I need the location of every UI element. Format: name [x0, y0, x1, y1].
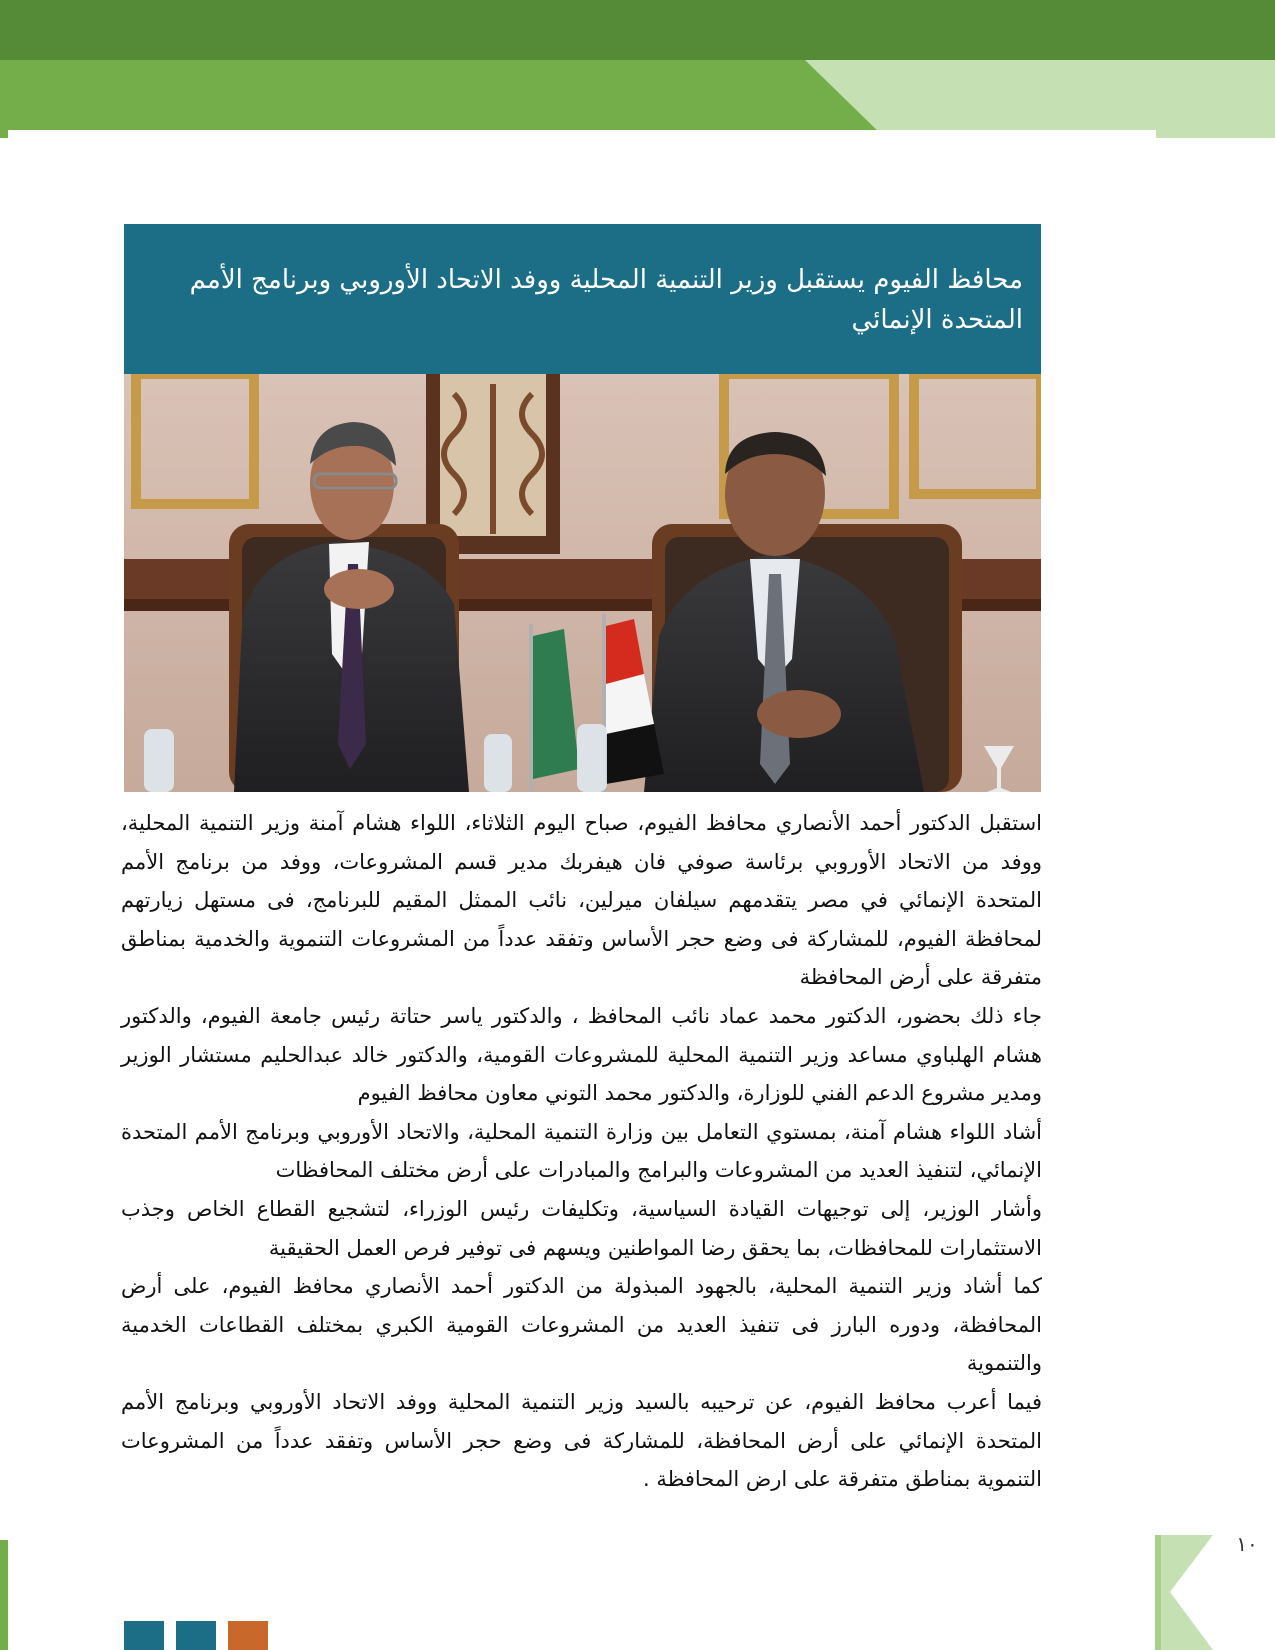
- article-body: [121, 804, 1042, 1499]
- article-paragraph: استقبل الدكتور أحمد الأنصاري محافظ الفيوم، صباح اليوم الثلاثاء، اللواء هشام آمنة وزير التنمية المحلية، ووفد من الاتحاد الأوروبي برئاسة صوفي فان هيفربك مدير قسم المشروعات، ووفد من برنامج الأمم المتحدة الإنمائي في مصر يتقدمهم سيلفان ميرلين، نائب الممثل المقيم للبرنامج، فى مستهل زيارتهم لمحافظة الفيوم، للمشاركة فى وضع حجر الأساس وتفقد عدداً من المشروعات التنموية والخدمية بمناطق متفرقة على أرض المحافظة: [121, 811, 1042, 990]
- square-teal: [124, 1621, 164, 1650]
- header-band-dark: [0, 0, 1275, 60]
- article-paragraph: فيما أعرب محافظ الفيوم، عن ترحيبه بالسيد وزير التنمية المحلية ووفد الاتحاد الأوروبي وبرنامج الأمم المتحدة الإنمائي على أرض المحافظة، للمشاركة فى وضع حجر الأساس وتفقد عدداً من المشروعات التنموية بمناطق متفرقة على ارض المحافظة .: [121, 1389, 1042, 1492]
- article-paragraph: أشاد اللواء هشام آمنة، بمستوي التعامل بين وزارة التنمية المحلية، والاتحاد الأوروبي وبرنامج الأمم المتحدة الإنمائي، لتنفيذ العديد من المشروعات والبرامج والمبادرات على أرض مختلف المحافظات: [121, 1119, 1042, 1183]
- left-accent-strip: [0, 1540, 8, 1650]
- article-paragraph: كما أشاد وزير التنمية المحلية، بالجهود المبذولة من الدكتور أحمد الأنصاري محافظ الفيوم، على أرض المحافظة، ودوره البارز فى تنفيذ العديد من المشروعات القومية الكبري بمختلف القطاعات الخدمية والتنموية: [121, 1274, 1042, 1376]
- article-paragraph: جاء ذلك بحضور، الدكتور محمد عماد نائب المحافظ ، والدكتور ياسر حتاتة رئيس جامعة الفيوم، والدكتور هشام الهلباوي مساعد وزير التنمية المحلية للمشروعات القومية، والدكتور خالد عبدالحليم مستشار الوزير ومدير مشروع الدعم الفني للوزارة، والدكتور محمد التوني معاون محافظ الفيوم: [121, 1003, 1042, 1106]
- article-paragraph: وأشار الوزير، إلى توجيهات القيادة السياسية، وتكليفات رئيس الوزراء، لتشجيع القطاع الخاص وجذب الاستثمارات للمحافظات، بما يحقق رضا المواطنين ويسهم فى توفير فرص العمل الحقيقية: [121, 1196, 1042, 1260]
- article-title-box: [124, 224, 1041, 374]
- page-number: ١٠: [1236, 1532, 1258, 1556]
- square-teal: [176, 1621, 216, 1650]
- article-photo: [124, 374, 1041, 792]
- article-title: محافظ الفيوم يستقبل وزير التنمية المحلية ووفد الاتحاد الأوروبي وبرنامج الأمم المتحدة الإنمائي: [189, 265, 1023, 335]
- square-orange: [228, 1621, 268, 1650]
